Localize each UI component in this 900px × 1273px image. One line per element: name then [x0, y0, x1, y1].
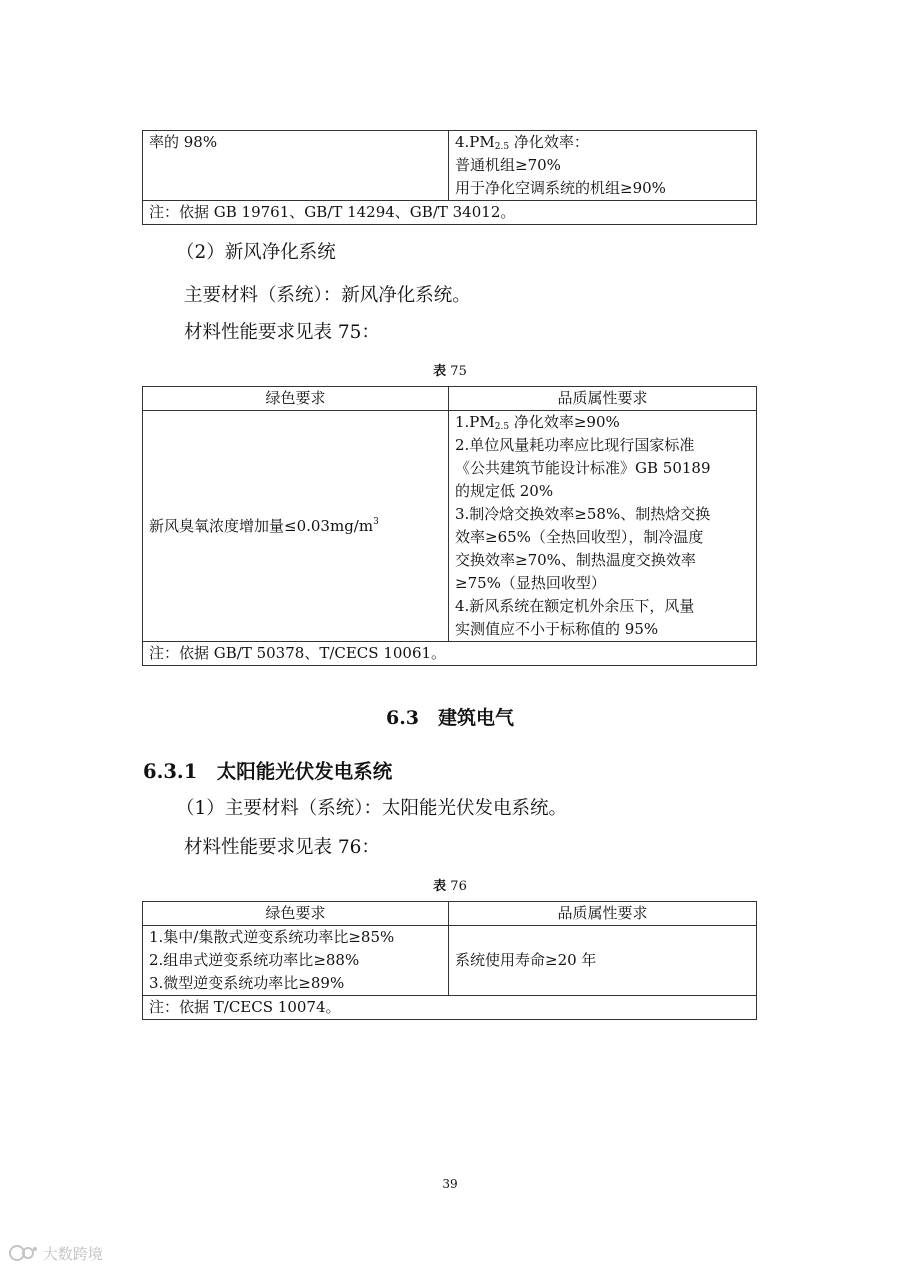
table75-note: 注：依据 GB/T 50378、T/CECS 10061。	[143, 642, 757, 666]
table76-green-line: 1.集中/集散式逆变系统功率比≥85%	[149, 928, 395, 946]
watermark-text: 大数跨境	[42, 1245, 103, 1263]
section-6-3-heading: 6.3 建筑电气	[385, 707, 515, 729]
section2-title: （2）新风净化系统	[176, 242, 336, 263]
table75-quality-line: 2.单位风量耗功率应比现行国家标准	[455, 436, 695, 454]
table76-green-line: 3.微型逆变系统功率比≥89%	[149, 974, 345, 992]
table75-quality-line: 效率≥65%（全热回收型），制冷温度	[455, 528, 704, 546]
table76-caption: 表 76	[433, 879, 467, 894]
watermark-logo-icon	[8, 1244, 38, 1262]
table75-quality-line: 交换效率≥70%、制热温度交换效率	[455, 551, 696, 569]
table76-green-line: 2.组串式逆变系统功率比≥88%	[149, 951, 360, 969]
table75-header-green: 绿色要求	[143, 387, 449, 411]
section631-material: （1）主要材料（系统）：太阳能光伏发电系统。	[176, 798, 568, 819]
table75-caption: 表 75	[433, 364, 467, 379]
top-table-left-cell: 率的 98%	[143, 131, 449, 201]
table75-quality-line: ≥75%（显热回收型）	[455, 574, 606, 592]
table75-quality-line: 3.制冷焓交换效率≥58%、制热焓交换	[455, 505, 711, 523]
table75-quality-line: 4.新风系统在额定机外余压下，风量	[455, 597, 695, 615]
table76-quality-cell: 系统使用寿命≥20 年	[449, 926, 757, 996]
section2-perf-ref: 材料性能要求见表 75：	[184, 322, 380, 343]
table76-green-cell	[143, 926, 449, 996]
table75-quality-line: 的规定低 20%	[455, 482, 554, 500]
table-75	[142, 386, 757, 666]
section-6-3-1-heading: 6.3.1 太阳能光伏发电系统	[143, 760, 393, 783]
table76-note: 注：依据 T/CECS 10074。	[143, 996, 757, 1020]
table75-quality-cell	[449, 411, 757, 642]
table75-quality-line: 实测值应不小于标称值的 95%	[455, 620, 659, 638]
table75-quality-line: 《公共建筑节能设计标准》GB 50189	[455, 459, 711, 477]
table75-header-quality: 品质属性要求	[449, 387, 757, 411]
top-table-right-cell: $4.PM_{2.5}$ 净化效率： 普通机组≥70% 用于净化空调系统的机组≥90%	[449, 131, 757, 201]
table76-header-quality: 品质属性要求	[449, 902, 757, 926]
table75-green-cell: 新风臭氧浓度增加量$\le 0.03mg/m^3$	[143, 411, 449, 642]
table-76	[142, 901, 757, 1020]
section631-perf-ref: 材料性能要求见表 76：	[184, 837, 380, 858]
top-table	[142, 130, 757, 225]
page-number: 39	[442, 1177, 458, 1191]
top-table-note: 注：依据 GB 19761、GB/T 14294、GB/T 34012。	[143, 201, 757, 225]
table75-quality-line: $1.PM_{2.5}$ 净化效率≥90%	[455, 413, 620, 432]
section2-material: 主要材料（系统）：新风净化系统。	[184, 285, 471, 306]
table76-header-green: 绿色要求	[143, 902, 449, 926]
watermark	[8, 1243, 103, 1264]
